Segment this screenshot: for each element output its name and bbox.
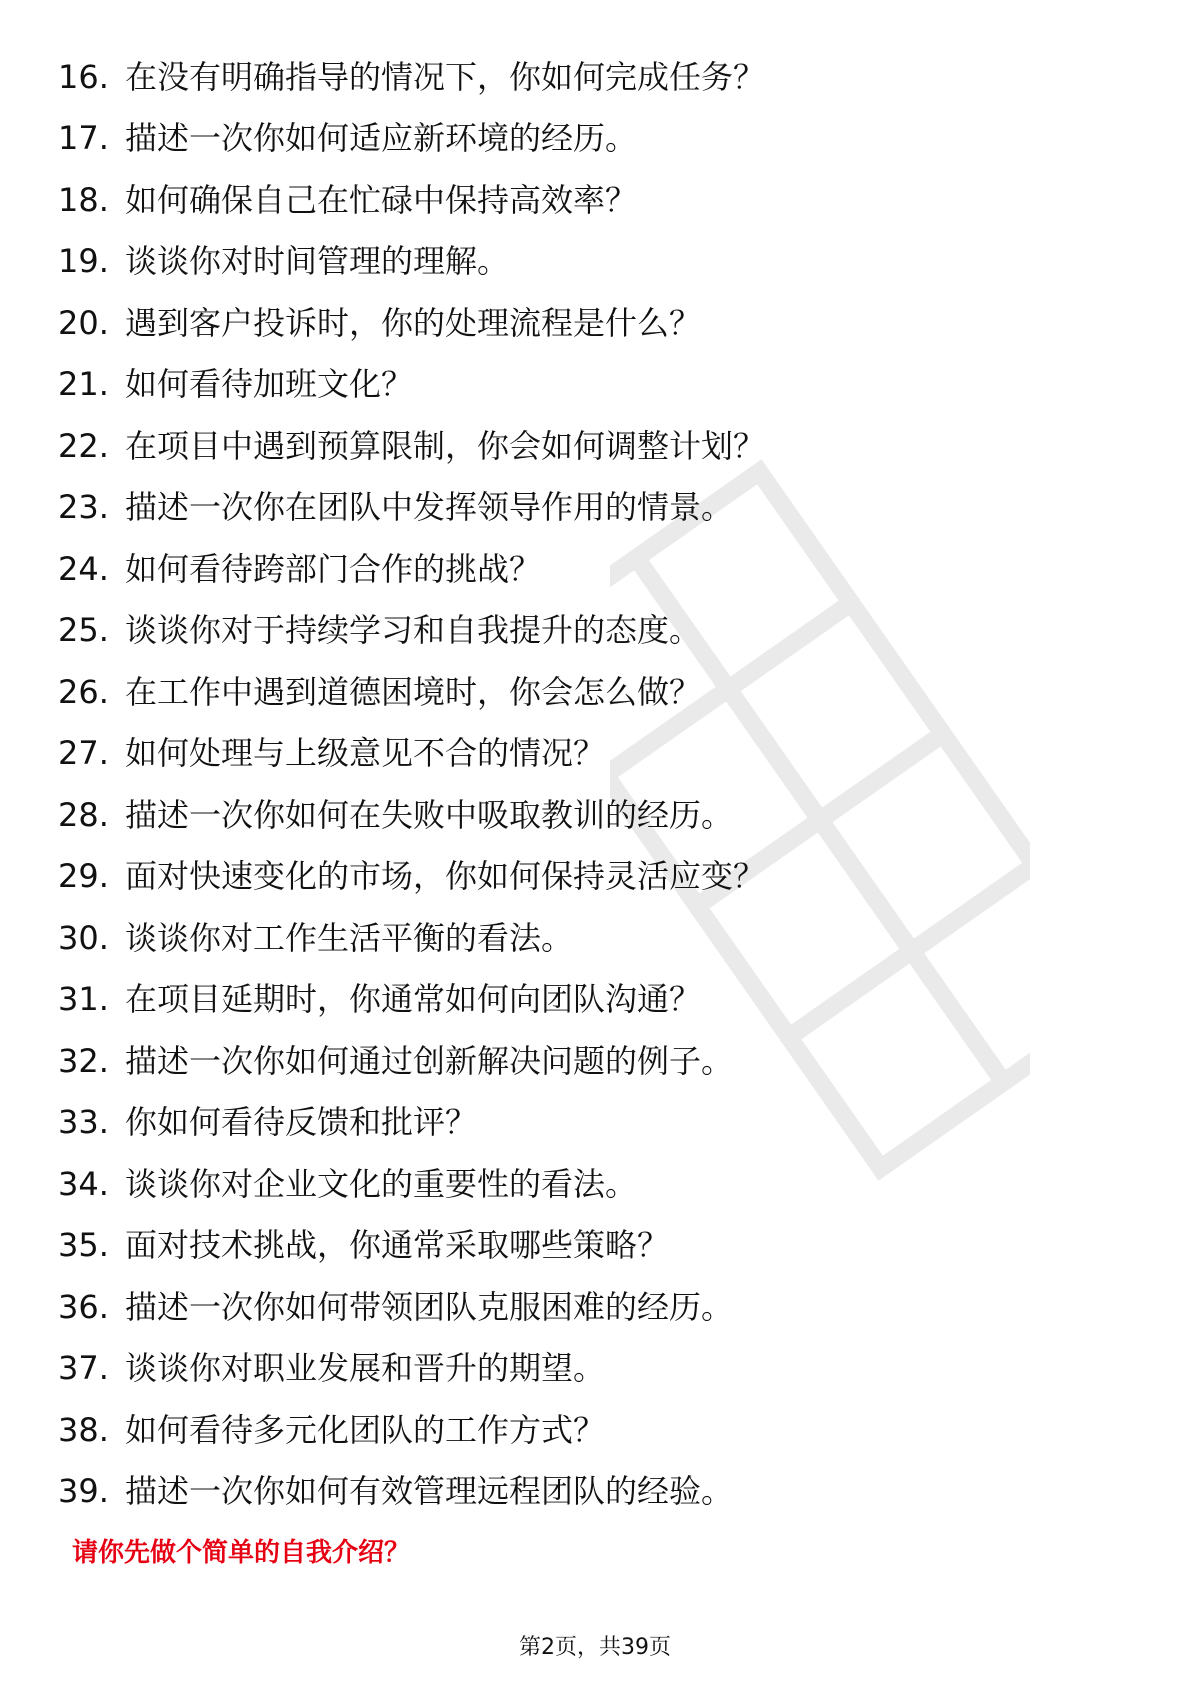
question-number: 39. [58, 1472, 109, 1511]
question-item [58, 169, 1038, 231]
question-number: 30. [58, 918, 109, 957]
question-text: 谈谈你对时间管理的理解。 [125, 242, 510, 281]
question-item [58, 231, 1038, 293]
question-number: 26. [58, 672, 109, 711]
question-item [58, 784, 1038, 846]
question-item [58, 1092, 1038, 1154]
question-item [58, 292, 1038, 354]
question-number: 34. [58, 1164, 109, 1203]
question-text: 如何处理与上级意见不合的情况？ [125, 734, 606, 773]
question-text: 如何看待多元化团队的工作方式？ [125, 1410, 606, 1449]
question-number: 31. [58, 980, 109, 1019]
question-text: 在项目延期时，你通常如何向团队沟通？ [125, 980, 702, 1019]
question-item [58, 1153, 1038, 1215]
question-item [58, 723, 1038, 785]
question-number: 18. [58, 180, 109, 219]
question-text: 谈谈你对工作生活平衡的看法。 [125, 918, 574, 957]
question-text: 如何确保自己在忙碌中保持高效率？ [125, 180, 638, 219]
question-text: 在工作中遇到道德困境时，你会怎么做？ [125, 672, 702, 711]
question-item [58, 1276, 1038, 1338]
question-number: 36. [58, 1287, 109, 1326]
question-number: 20. [58, 303, 109, 342]
question-text: 谈谈你对企业文化的重要性的看法。 [125, 1164, 638, 1203]
question-number: 35. [58, 1226, 109, 1265]
question-item [58, 538, 1038, 600]
question-number: 17. [58, 119, 109, 158]
question-item [58, 969, 1038, 1031]
page-footer: 第2页，共39页 [519, 1635, 671, 1660]
question-text: 面对快速变化的市场，你如何保持灵活应变？ [125, 857, 766, 896]
question-number: 24. [58, 549, 109, 588]
question-text: 描述一次你如何有效管理远程团队的经验。 [125, 1472, 734, 1511]
question-number: 25. [58, 611, 109, 650]
question-number: 23. [58, 488, 109, 527]
question-text: 面对技术挑战，你通常采取哪些策略？ [125, 1226, 670, 1265]
question-text: 描述一次你如何带领团队克服困难的经历。 [125, 1287, 734, 1326]
question-number: 22. [58, 426, 109, 465]
question-number: 32. [58, 1041, 109, 1080]
question-number: 19. [58, 242, 109, 281]
question-item [58, 846, 1038, 908]
question-item [58, 415, 1038, 477]
question-list [58, 46, 1038, 1522]
question-item [58, 477, 1038, 539]
question-text: 遇到客户投诉时，你的处理流程是什么？ [125, 303, 702, 342]
question-text: 你如何看待反馈和批评？ [125, 1103, 478, 1142]
question-item [58, 661, 1038, 723]
question-text: 描述一次你如何在失败中吸取教训的经历。 [125, 795, 734, 834]
question-text: 描述一次你在团队中发挥领导作用的情景。 [125, 488, 734, 527]
question-text: 谈谈你对职业发展和晋升的期望。 [125, 1349, 606, 1388]
question-number: 29. [58, 857, 109, 896]
question-item [58, 907, 1038, 969]
question-item [58, 1215, 1038, 1277]
question-item [58, 1338, 1038, 1400]
question-text: 如何看待加班文化？ [125, 365, 414, 404]
question-text: 谈谈你对于持续学习和自我提升的态度。 [125, 611, 702, 650]
question-number: 37. [58, 1349, 109, 1388]
question-number: 38. [58, 1410, 109, 1449]
question-item [58, 108, 1038, 170]
question-number: 28. [58, 795, 109, 834]
question-text: 在项目中遇到预算限制，你会如何调整计划？ [125, 426, 766, 465]
question-text: 在没有明确指导的情况下，你如何完成任务？ [125, 57, 766, 96]
question-text: 描述一次你如何通过创新解决问题的例子。 [125, 1041, 734, 1080]
question-text: 如何看待跨部门合作的挑战？ [125, 549, 542, 588]
question-item [58, 1399, 1038, 1461]
question-item [58, 46, 1038, 108]
question-item [58, 600, 1038, 662]
question-number: 33. [58, 1103, 109, 1142]
self-introduction-prompt: 请你先做个简单的自我介绍？ [72, 1538, 411, 1568]
question-number: 16. [58, 57, 109, 96]
question-item [58, 354, 1038, 416]
question-number: 27. [58, 734, 109, 773]
question-item [58, 1461, 1038, 1523]
question-item [58, 1030, 1038, 1092]
question-text: 描述一次你如何适应新环境的经历。 [125, 119, 638, 158]
question-number: 21. [58, 365, 109, 404]
